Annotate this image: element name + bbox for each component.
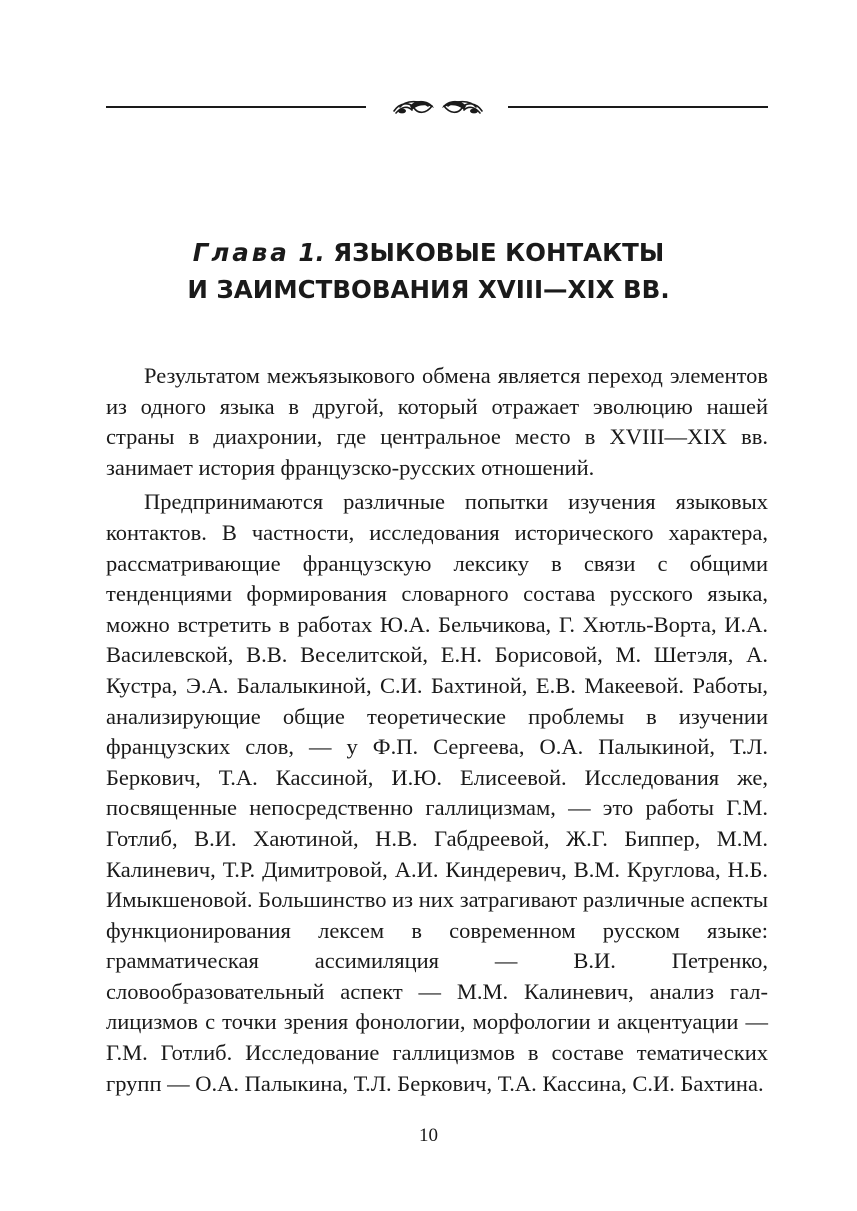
chapter-number: 1. — [298, 238, 325, 267]
double-swash-ornament-icon — [390, 94, 486, 122]
paragraph-1: Результатом межъязыкового обмена является переход элементов из одного языка в другой, который отражает эволюцию нашей страны в диахронии, где центральное место в XVIII—XIX вв. занимает история французско-русских отношений. — [106, 363, 768, 480]
header-ornament-row — [106, 92, 768, 124]
chapter-title-text-1: ЯЗЫКОВЫЕ КОНТАКТЫ — [333, 238, 665, 267]
body-text — [106, 361, 768, 1103]
chapter-label: Глава — [192, 238, 290, 267]
page-number: 10 — [419, 1125, 438, 1146]
chapter-title-line-2: И ЗАИМСТВОВАНИЯ XVIII—XIX ВВ. — [187, 275, 670, 304]
left-divider-rule — [106, 106, 366, 108]
paragraph-2: Предпринимаются различные попытки изучения языковых контактов. В частности, исследования исторического характера, рассматривающие французскую лексику в связи с общими тенденциями формирования словарного состава русского языка, можно встретить в работах Ю.А. Бельчикова, Г. Хютль-Ворта, И.А. Василевской, В.В. Веселитской, Е.Н. Борисовой, М. Шетэля, А. Кустра, Э.А. Балалыкиной, С.И. Бахтиной, Е.В. Макеевой. Работы, анализирующие общие теоретические проблемы в изучении французских слов, — у Ф.П. Сергеева, О.А. Палыкиной, Т.Л. Беркович, Т.А. Кассиной, И.Ю. Елисеевой. Исследования же, посвященные непосредственно галлицизмам, — это работы Г.М. Готлиб, В.И. Хаютиной, Н.В. Габдреевой, Ж.Г. Биппер, М.М. Калиневич, Т.Р. Димитровой, А.И. Киндеревич, В.М. Круглова, Н.Б. Имыкшеновой. Большинство из них затрагивают различные аспекты функционирования лексем в современном русском языке: грамматическая ассимиляция — В.И. Петренко, словообразовательный аспект — М.М. Калиневич, анализ галлицизмов с точки зрения фонологии, морфологии и акцентуации — Г.М. Готлиб. Исследование галлицизмов в составе тематических групп — О.А. Палыкина, Т.Л. Беркович, Т.А. Кассина, С.И. Бахтина. — [106, 489, 768, 1096]
chapter-title-line-1 — [0, 234, 857, 271]
right-divider-rule — [508, 106, 768, 108]
chapter-title — [0, 234, 857, 308]
